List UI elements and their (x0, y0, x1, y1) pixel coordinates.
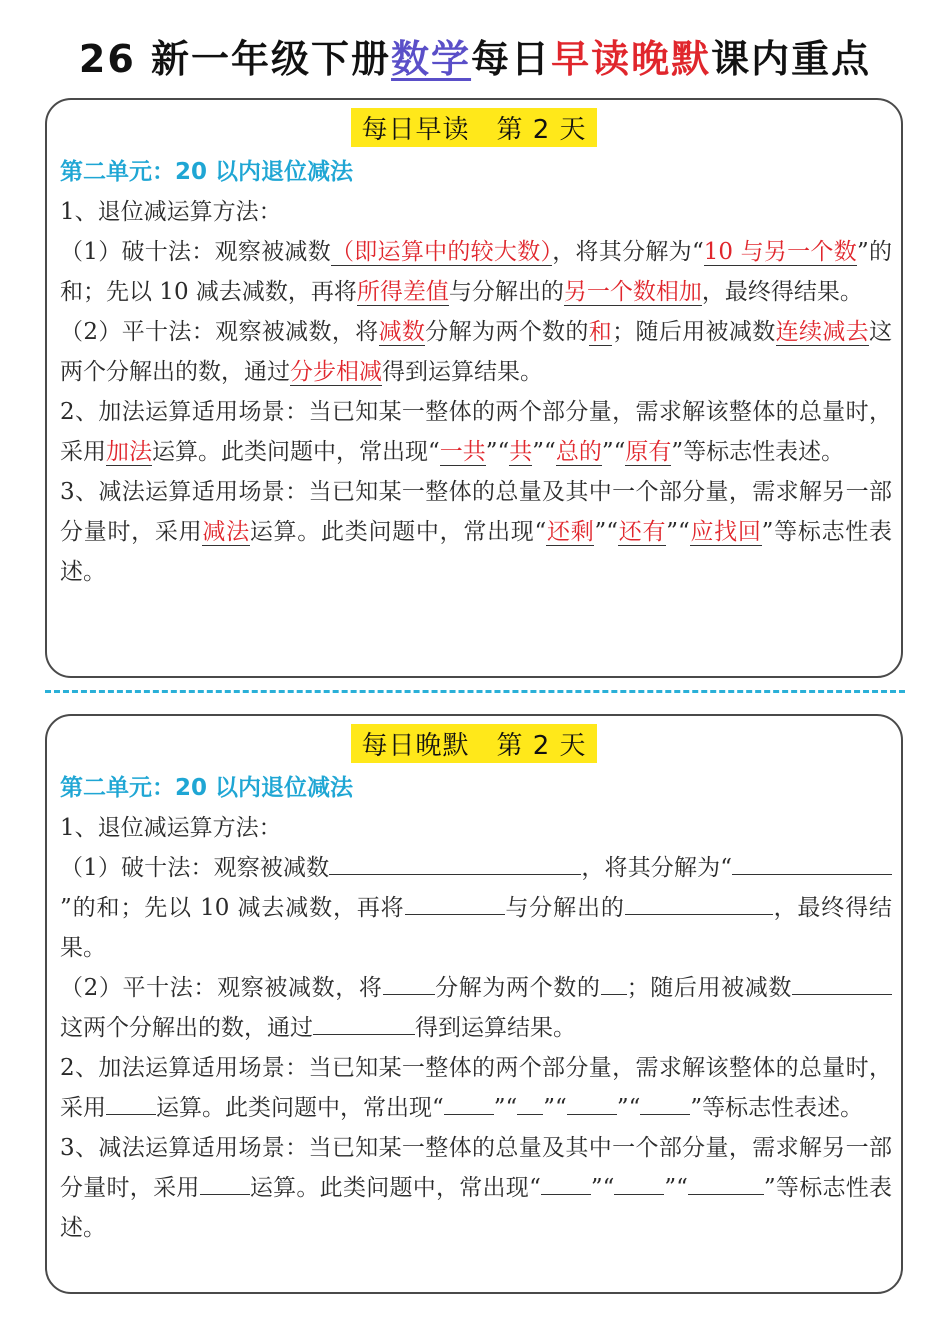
text: （2）平十法：观察被减数，将 (60, 975, 383, 1001)
text: ”“ (601, 439, 626, 465)
fill-blank[interactable] (541, 1172, 591, 1195)
text: （1）破十法：观察被减数 (60, 855, 330, 881)
fill-blank[interactable] (688, 1172, 764, 1195)
morning-section1-heading: 1、退位减运算方法： (60, 199, 282, 225)
text: ”等标志性表述。 (60, 1175, 892, 1241)
answer: 还剩 (546, 519, 595, 545)
text: ”“ (532, 439, 556, 465)
answer: 一共 (439, 439, 486, 465)
fill-blank[interactable] (601, 972, 627, 995)
text: 运算。此类问题中，常出现“ (249, 519, 547, 545)
answer: 减法 (202, 519, 250, 545)
text: 分解为两个数的 (425, 319, 589, 345)
text: 运算。此类问题中，常出现“ (249, 1175, 541, 1201)
answer: 另一个数相加 (563, 279, 702, 305)
evening-section1-heading: 1、退位减运算方法： (60, 815, 282, 841)
fill-blank[interactable] (405, 892, 505, 915)
text: ”等标志性表述。 (671, 439, 845, 465)
title-prefix: 26 新一年级下册 (78, 37, 392, 81)
fill-blank[interactable] (567, 1092, 617, 1115)
fill-blank[interactable] (517, 1092, 543, 1115)
text: ”“ (590, 1175, 615, 1201)
morning-para2 (60, 312, 892, 392)
fill-blank[interactable] (732, 852, 816, 875)
evening-body (60, 768, 892, 1248)
text: 2、加法运算适用场景：当已知某一整体的两个部分量，需求解该整体的总量时，采用 (60, 1055, 892, 1121)
evening-header (47, 724, 901, 763)
answer: 所得差值 (356, 279, 449, 305)
fill-blank[interactable] (816, 852, 892, 875)
answer: 还有 (618, 519, 667, 545)
page-title (0, 28, 950, 83)
morning-reading-card (45, 98, 903, 678)
text: （1）破十法：观察被减数 (60, 239, 331, 265)
text: ”“ (594, 519, 619, 545)
text: ”等标志性表述。 (60, 519, 893, 585)
text: ”“ (664, 1175, 688, 1201)
text: 得到运算结果。 (382, 359, 543, 385)
section-divider (45, 690, 905, 693)
text: 与分解出的 (504, 895, 625, 921)
text: ”的和；先以 10 减去减数，再将 (60, 895, 405, 921)
title-suffix: 课内重点 (711, 37, 872, 81)
text: 2、加法运算适用场景：当已知某一整体的两个部分量，需求解该整体的总量时，采用 (60, 399, 892, 465)
text: ，最终得结果。 (60, 895, 892, 961)
answer: 共 (509, 439, 533, 465)
morning-unit-title: 第二单元：20 以内退位减法 (60, 159, 354, 185)
fill-blank[interactable] (792, 972, 842, 995)
text: ”等标志性表述。 (690, 1095, 864, 1121)
text: 运算。此类问题中，常出现“ (156, 1095, 444, 1121)
text: ”“ (485, 439, 510, 465)
morning-para1 (60, 232, 892, 312)
fill-blank[interactable] (200, 1172, 250, 1195)
text: 这两个分解出的数，通过 (60, 1015, 313, 1041)
text: 这两个分解出的数，通过 (60, 319, 893, 385)
title-red: 早读晚默 (551, 37, 712, 81)
evening-section2 (60, 1048, 892, 1128)
text: ，将其分解为“ (581, 855, 732, 881)
text: ”“ (543, 1095, 567, 1121)
fill-blank[interactable] (329, 852, 581, 875)
text: 与分解出的 (448, 279, 564, 305)
fill-blank[interactable] (640, 1092, 690, 1115)
fill-blank[interactable] (444, 1092, 494, 1115)
text: ”的和；先以 10 减去减数，再将 (60, 239, 893, 305)
evening-dictation-card (45, 714, 903, 1294)
text: ，将其分解为“ (552, 239, 704, 265)
fill-blank[interactable] (383, 972, 435, 995)
evening-header-label: 每日晚默 第 2 天 (351, 724, 596, 763)
text: ，最终得结果。 (701, 279, 863, 305)
answer: 加法 (106, 439, 152, 465)
text: 得到运算结果。 (415, 1015, 576, 1041)
fill-blank[interactable] (842, 972, 892, 995)
evening-section3 (60, 1128, 892, 1248)
title-subject: 数学 (391, 37, 472, 81)
text: ”“ (616, 1095, 641, 1121)
answer: 减数 (378, 319, 426, 345)
answer: 总的 (555, 439, 602, 465)
text: 分解为两个数的 (434, 975, 601, 1001)
text: ；随后用被减数 (626, 975, 793, 1001)
morning-header-label: 每日早读 第 2 天 (351, 108, 596, 147)
answer: 分步相减 (290, 359, 382, 385)
fill-blank[interactable] (614, 1172, 664, 1195)
fill-blank[interactable] (625, 892, 773, 915)
text: 3、减法运算适用场景：当已知某一整体的总量及其中一个部分量，需求解另一部分量时，采用 (60, 479, 892, 545)
evening-para1 (60, 848, 892, 968)
answer: 应找回 (689, 519, 762, 545)
morning-body (60, 152, 892, 592)
text: 运算。此类问题中，常出现“ (152, 439, 440, 465)
text: 3、减法运算适用场景：当已知某一整体的总量及其中一个部分量，需求解另一部分量时，采用 (60, 1135, 892, 1201)
text: （2）平十法：观察被减数，将 (60, 319, 379, 345)
morning-section3 (60, 472, 892, 592)
answer: 10 与另一个数 (703, 239, 857, 265)
evening-para2 (60, 968, 892, 1048)
answer: 和 (588, 319, 613, 345)
text: ”“ (666, 519, 690, 545)
text: ；随后用被减数 (612, 319, 776, 345)
answer: （即运算中的较大数） (330, 239, 553, 265)
answer: 连续减去 (775, 319, 870, 345)
title-middle: 每日 (471, 37, 552, 81)
morning-section2 (60, 392, 892, 472)
morning-header (47, 108, 901, 147)
answer: 原有 (625, 439, 672, 465)
fill-blank[interactable] (106, 1092, 156, 1115)
text: ”“ (493, 1095, 518, 1121)
fill-blank[interactable] (313, 1012, 415, 1035)
evening-unit-title: 第二单元：20 以内退位减法 (60, 775, 354, 801)
